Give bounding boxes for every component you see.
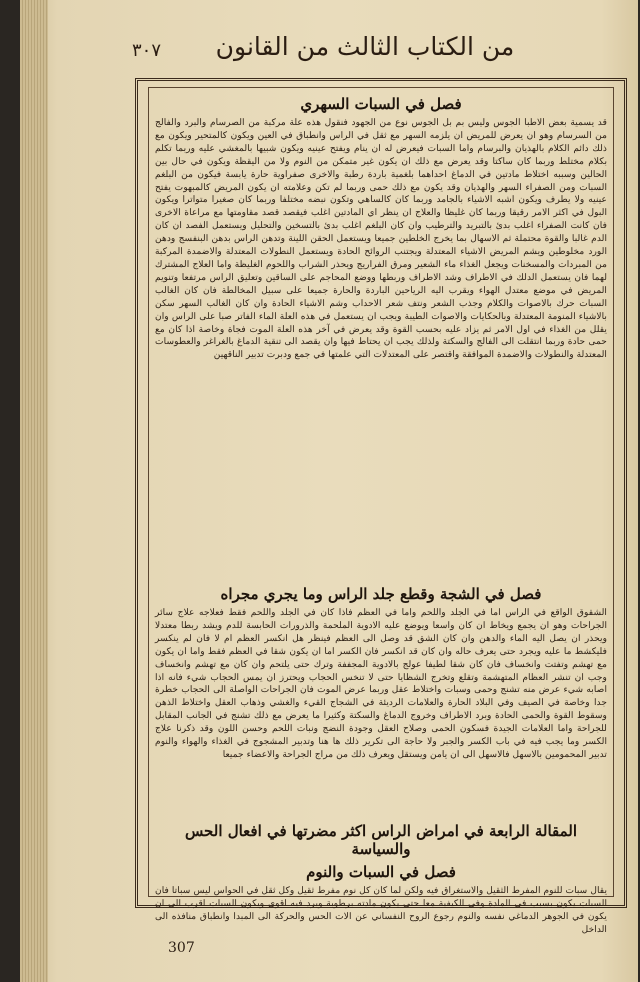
section-heading-sahri-sabat: فصل في السبات السهري [300, 95, 462, 113]
page-leaf-edges [20, 0, 48, 982]
section-text-sabat-sleep: يقال سبات للنوم المفرط الثقيل والاستغراق فيه ولكن لما كان كل نوم مفرط ثقيل وكل ثقل في الحواس ليس سباتا فان السبات يكون بسبب في المادة وفي الكيفية معا حتى يكون مادته برطوبة وبرد فيه اقوى ويكون السبات اقرب الى ان يكون في الجوهر الدماغي نفسه والنوم رجوع الروح النفساني عن الات الحس والحركة الى المبدا وانطباق منافذه الى الداخل [155, 885, 607, 935]
chapter-heading-fourth-maqala: المقالة الرابعة في امراض الراس اكثر مضرتها في افعال الحس والسياسة [184, 822, 578, 858]
manuscript-page [20, 0, 638, 982]
text-frame-inner [148, 87, 614, 935]
section-text-head-wounds: الشقوق الواقع في الراس اما في الجلد واللحم واما في العظم فاذا كان في الجلد واللحم فقط فعلاجه علاج سائر الجراحات وهو ان يجمع ويخاط ان كان واسعا ويوضع عليه الادوية الملحمة والذرورات الحابسة للدم ويشد ربطا معتدلا ويحذر ان يصل اليه الماء والدهن وان كان الشق قد وصل الى العظم فينظر هل انكسر العظم ام لا فان لم ينكسر فليكشط ما عليه ويجرد حتى يعرف حاله وان كان قد انكسر فان الكسر اما ان يكون شقا في العظم فقط واما ان يكون مع تهشم وتفتت وانخساف فان كان شقا لطيفا عولج بالادوية المجففة وترك حتى يلتحم وان كان مع تهشم وانخساف وجب ان تنشر العظام المتهشمة وتقلع وتخرج الشظايا حتى لا تنخس الحجاب ويحترز ان يمس الحجاب شيء فانه اذا اصابه شيء عرض منه تشنج وحمى وسبات واختلاط عقل وربما عرض الموت فان الجراحات الواصلة الى الحجاب خطرة جدا وخاصة في الصيف وفي البلاد الحارة والعلامات الرديئة في الشجاج القيء والغشي وذهاب العقل واختلاط الذهن وسقوط القوة والحمى الحادة وبرد الاطراف وخروج الدماغ والسكتة وكثيرا ما يعرض مع ذلك تشنج في الجانب المقابل للجراحة واما العلامات الجيدة فسكون الحمى وصلاح العقل وجودة النضج ونبات اللحم وحسن اللون وقد ذكرنا علاج الكسر وما يجب فيه في باب الكسر والجبر ولا حاجة الى تكرير ذلك ها هنا وتدبير المشجوج في الغذاء والهواء والنوم تدبير المحمومين بالاسهل فالاسهل الى ان يامن ويستقل ويعرف ذلك من مراج الجراحة والاعضاء جميعا [155, 607, 607, 760]
section-text-sahri-sabat: قد يسمية بعض الاطبا الجوس وليس بم بل الجوس نوع من الجهود فنقول هذه علة مركبة من الصرسام والبرد والفالج من السرسام وهو ان يعرض للمريض ان يلزمه السهر مع ثقل في الراس وانطباق في العين ويكون كالمتحير ويكون مع ذلك دائم الكلام بالهذيان والبرسام واما السبات فيعرض له ان ينام ويفتح عينيه ويكون شبيها بالمغشي عليه وربما تكلم بكلام مختلط وربما كان ساكتا وقد يعرض مع ذلك ان يكون غير متمكن من النوم ولا من اليقظة ويكون في حال بين الحالين وسببه اختلاط مادتين في الدماغ احداهما بلغمية باردة رطبة والاخرى صفراوية حارة يابسة فيكون من البلغم السبات ومن الصفراء السهر والهذيان وقد يكون مع ذلك حمى وربما لم تكن وعلامته ان يكون المريض كالمبهوت يفتح عينيه ولا يطرف ويكون اشبه الاشياء بالجامد وربما كان كالساهي وتكون نبضه مختلفا وربما كان صغيرا متواترا ويكون البول في اكثر الامر رقيقا وربما كان غليظا والعلاج ان ينظر اي المادتين اغلب فيقصد قصد مقاومتها مع مراعاة الاخرى فان كانت الصفراء اغلب بدئ بالتبريد والترطيب وان كان البلغم اغلب بدئ بالتسخين والتحليل ويستعمل الفصد ان كان الدم غالبا والقوة محتملة ثم الاسهال بما يخرج الخلطين جميعا ويستعمل الحقن اللينة وتدهن الراس بدهن البنفسج ودهن الورد مخلوطين ويشم المريض الاشياء المعتدلة ويجتنب الروائح الحادة ويستعمل النطولات المعتدلة والاضمدة المركبة من المبردات والمسخنات ويجعل الغذاء ماء الشعير ومرق الفراريج ويحذر الشراب واللحوم الغليظة واما العلاج المشترك لهما فان يستعمل الدلك في الاطراف وشد الاطراف وربطها ووضع المحاجم على الساقين وتعليق الراس مرتفعا وتنويم المريض في موضع معتدل الهواء ويقرب اليه الرياحين الباردة والحارة جميعا على سبيل المخالطة فان كان الغالب السبات حرك بالاصوات والكلام وجذب الشعر ونتف شعر الاحداب وشم الاشياء الحادة وان كان الغالب السهر سكن بالاشياء المنومة المعتدلة وبالحكايات والاصوات الطيبة ويجب ان يستعمل في هذه العلة الماء الفاتر صبا على الراس وان يقلل من الغذاء في اول الامر ثم يزاد عليه بحسب القوة وقد يعرض في آخر هذه العلة الموت فجاة وخاصة اذا كان مع حمى حادة وربما انتقلت الى الفالج والسكتة ولذلك يجب ان يحتاط فيها وان يقصد الى تنقية الدماغ بالغراغر والعطوسات المعتدلة والنطولات والاضمدة الموافقة واقتصر على المعتدلات التي علمتها في جمع ودبرت تدبير الناقهين [155, 117, 607, 361]
page-number-top: ٣٠٧ [132, 40, 162, 61]
section-heading-head-wounds: فصل في الشجة وقطع جلد الراس وما يجري مجراه [220, 585, 542, 603]
section-heading-sabat-sleep: فصل في السبات والنوم [306, 863, 456, 881]
running-header-title: من الكتاب الثالث من القانون [215, 32, 515, 61]
text-frame [135, 78, 627, 935]
page-number-bottom: 307 [168, 940, 195, 956]
